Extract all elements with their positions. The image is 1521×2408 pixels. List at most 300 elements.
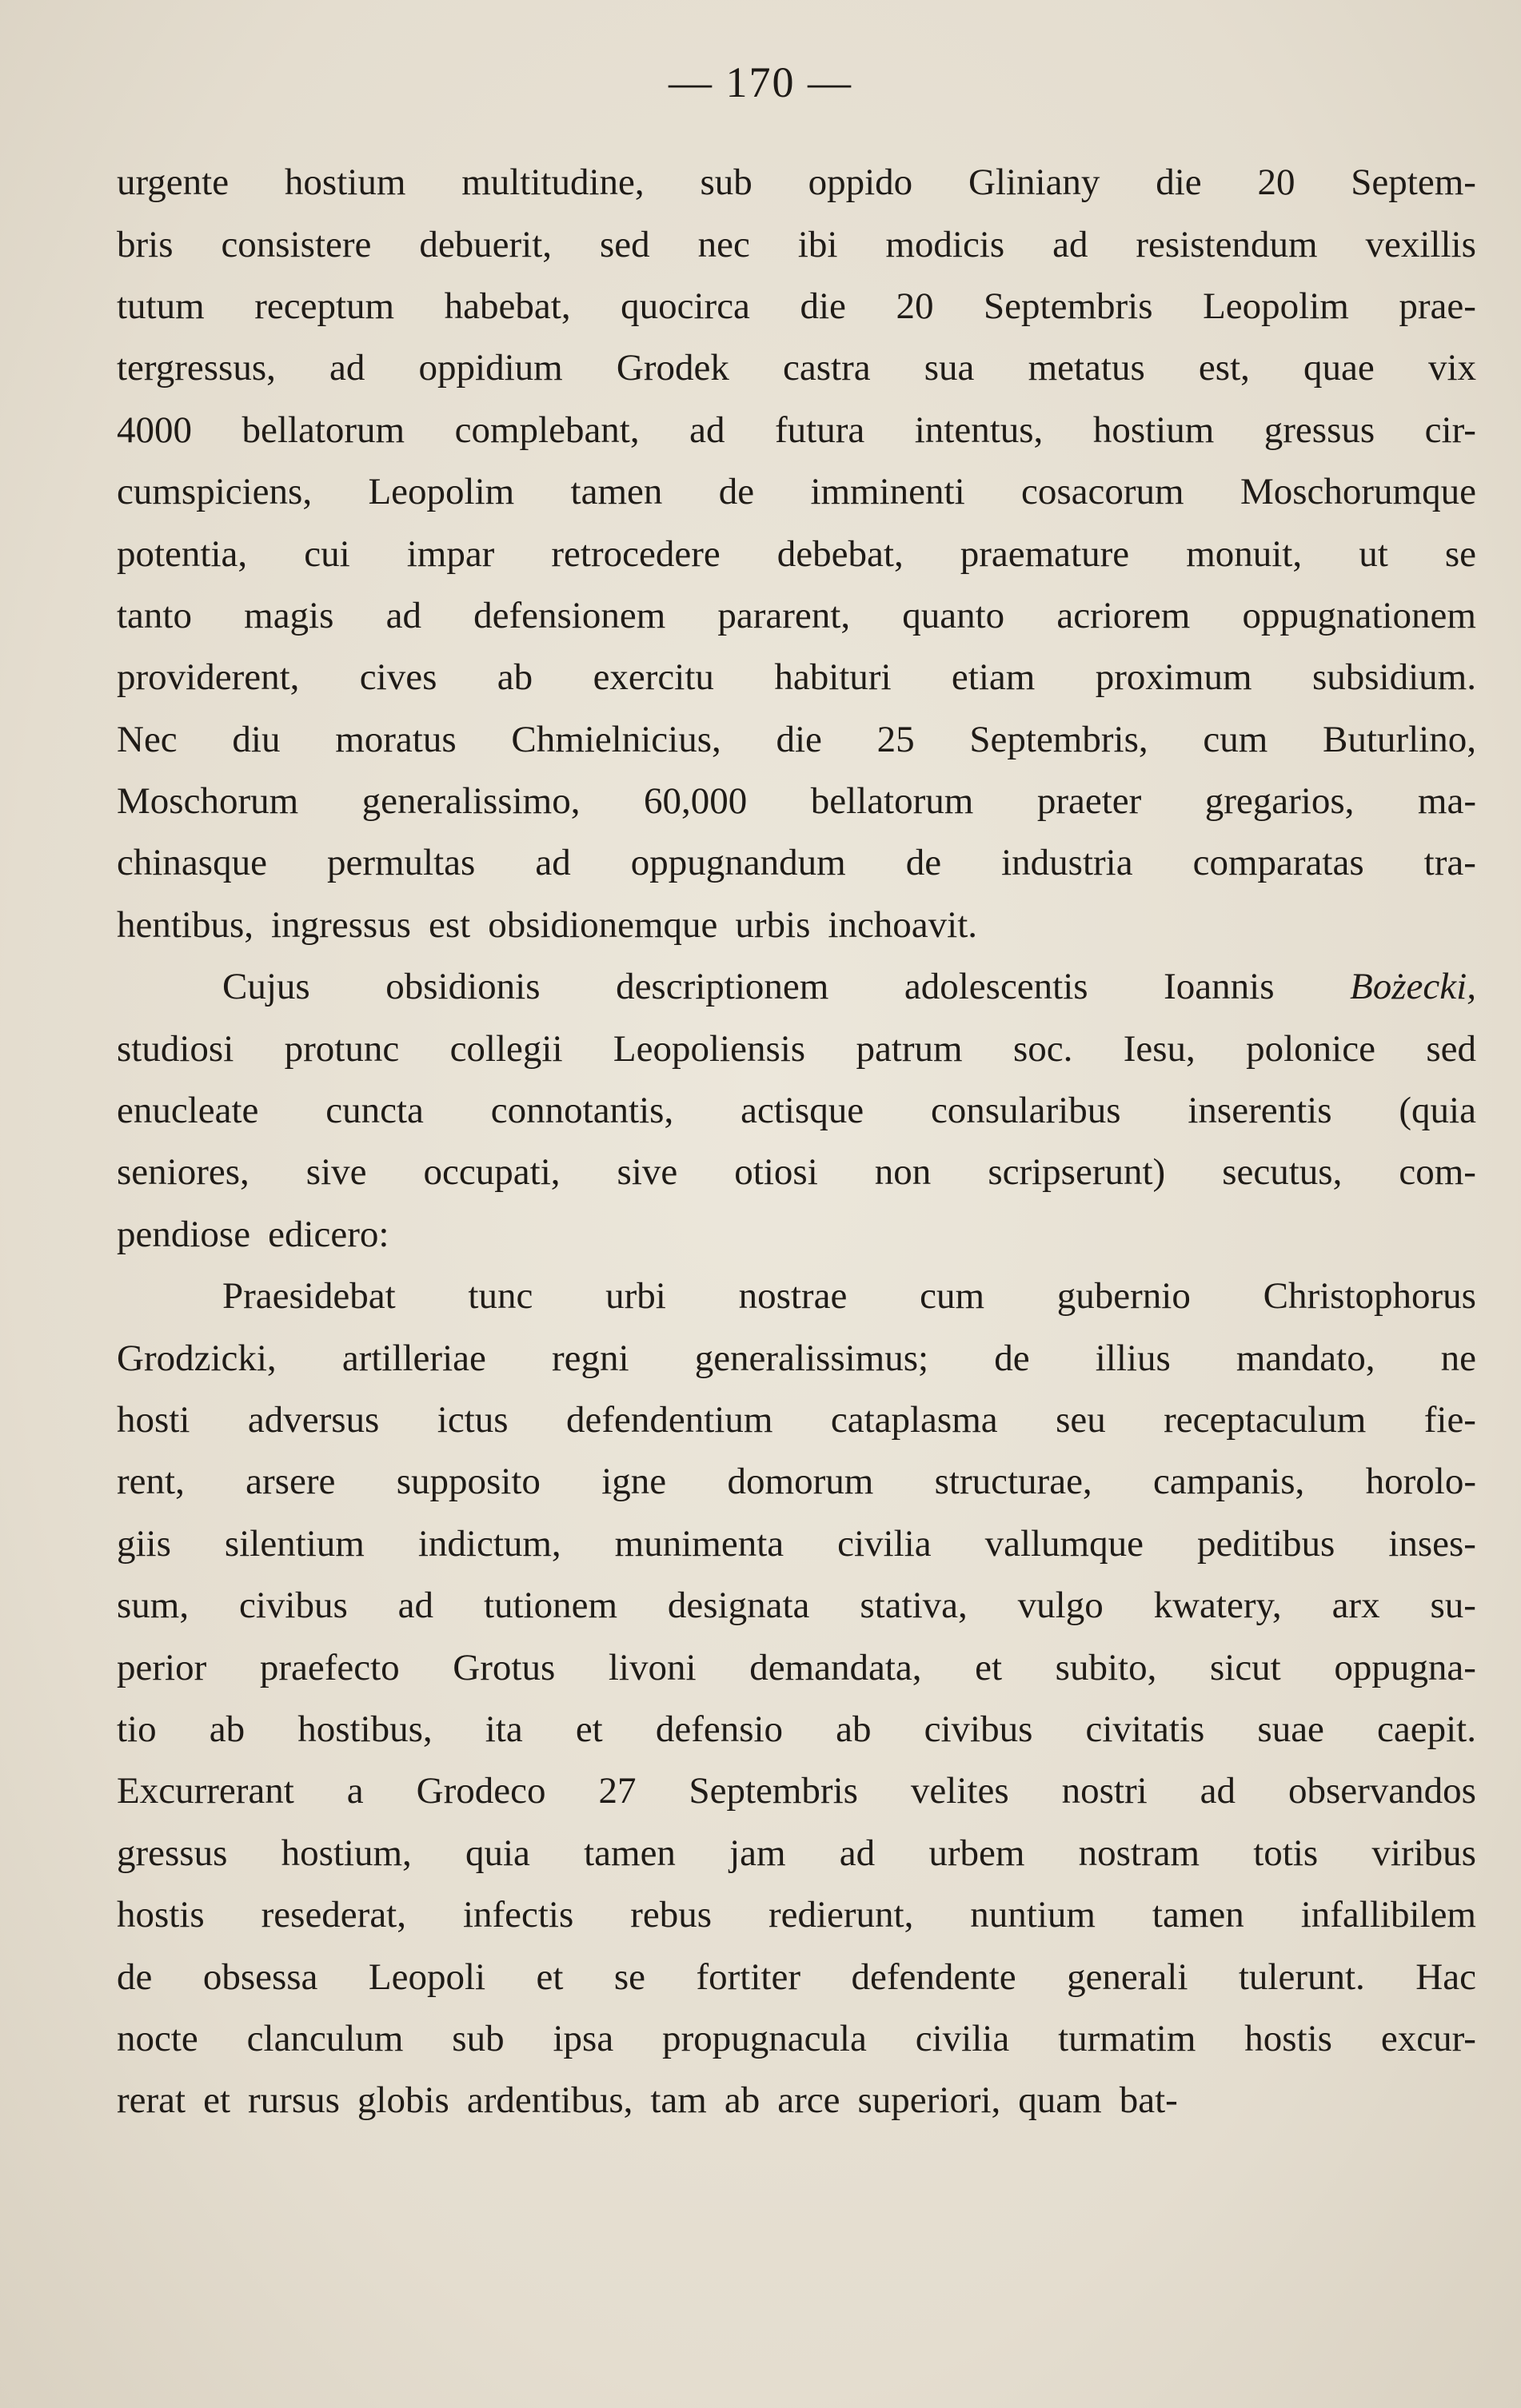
- word: ut: [1359, 532, 1388, 575]
- word: ab: [209, 1708, 246, 1750]
- word: Christophorus: [1263, 1275, 1476, 1318]
- word: su-: [1430, 1585, 1476, 1627]
- word: oppugna-: [1334, 1646, 1476, 1688]
- word: intentus,: [914, 409, 1044, 451]
- body-text: [117, 152, 1476, 2132]
- text-line: [117, 461, 1476, 523]
- text-line: [117, 1884, 1476, 1946]
- word: oppidium: [418, 347, 563, 389]
- word: silentium: [224, 1522, 365, 1565]
- word: providerent,: [117, 656, 300, 699]
- word: tutum: [117, 285, 205, 327]
- word: prae-: [1399, 285, 1476, 327]
- word: defendente: [851, 1956, 1016, 1998]
- word: adversus: [247, 1399, 380, 1441]
- word: domorum: [727, 1461, 874, 1503]
- word: protunc: [284, 1027, 400, 1070]
- word: acriorem: [1056, 594, 1191, 636]
- word: generali: [1067, 1956, 1188, 1998]
- word: complebant,: [454, 409, 640, 451]
- text-line: [117, 1823, 1476, 1884]
- word: hosti: [117, 1399, 190, 1441]
- word: redierunt,: [768, 1894, 914, 1936]
- word: rerat: [117, 2079, 186, 2122]
- text-line: [117, 1760, 1476, 1822]
- word: cum: [920, 1275, 984, 1318]
- word: quocirca: [621, 285, 750, 327]
- word: arsere: [246, 1461, 336, 1503]
- text-line: [117, 213, 1476, 275]
- word: patrum: [856, 1027, 963, 1070]
- word: actisque: [741, 1090, 864, 1132]
- word: vix: [1427, 347, 1476, 389]
- word: occupati,: [423, 1151, 561, 1194]
- word: peditibus: [1196, 1522, 1335, 1565]
- word: tamen: [584, 1832, 676, 1874]
- word: 60,000: [643, 780, 748, 823]
- word: nostrae: [738, 1275, 848, 1318]
- word: de: [905, 842, 942, 884]
- word: 20: [896, 285, 934, 327]
- word: consularibus: [930, 1090, 1121, 1132]
- word: Praesidebat: [222, 1275, 396, 1318]
- word: urbi: [605, 1275, 666, 1318]
- word: ad: [535, 842, 571, 884]
- word: tanto: [117, 594, 192, 636]
- word: adolescentis: [904, 966, 1088, 1008]
- word: scripserunt): [988, 1151, 1166, 1194]
- word: et: [575, 1708, 603, 1750]
- text-line: [117, 1142, 1476, 1203]
- text-line: [117, 585, 1476, 647]
- word: infallibilem: [1300, 1894, 1476, 1936]
- word: ad: [397, 1585, 434, 1627]
- word: bellatorum: [242, 409, 405, 451]
- word: Cujus: [222, 966, 310, 1008]
- word: vulgo: [1017, 1585, 1104, 1627]
- word: Septembris: [984, 285, 1153, 327]
- word: oppugnationem: [1242, 594, 1476, 636]
- word: structurae,: [934, 1461, 1092, 1503]
- word: turmatim: [1058, 2017, 1196, 2059]
- word: se: [1444, 532, 1476, 575]
- word: ad: [689, 409, 725, 451]
- word: velites: [910, 1770, 1009, 1812]
- word: debuerit,: [419, 223, 553, 265]
- paragraph: [117, 956, 1476, 1266]
- word: monuit,: [1186, 532, 1303, 575]
- word: tutionem: [483, 1585, 618, 1627]
- word: Septembris,: [969, 718, 1148, 760]
- word: civibus: [924, 1708, 1033, 1750]
- word: urbis: [735, 903, 811, 946]
- word: modicis: [885, 223, 1005, 265]
- page-number: — 170 —: [669, 58, 852, 106]
- text-line: [117, 1080, 1476, 1142]
- word: nostri: [1061, 1770, 1148, 1812]
- word: excur-: [1380, 2017, 1476, 2059]
- word: pararent,: [717, 594, 851, 636]
- word: vexillis: [1365, 223, 1476, 265]
- word: resistendum: [1136, 223, 1318, 265]
- word: Gliniany: [968, 161, 1100, 204]
- word: hostium: [1092, 409, 1215, 451]
- word: ardentibus,: [466, 2079, 633, 2122]
- word: (quia: [1399, 1090, 1476, 1132]
- word: nocte: [117, 2017, 198, 2059]
- word: clanculum: [246, 2017, 404, 2059]
- text-line: [117, 1451, 1476, 1513]
- text-line: [117, 1513, 1476, 1575]
- word: bris: [117, 223, 174, 265]
- word: defensio: [655, 1708, 784, 1750]
- word: suae: [1257, 1708, 1324, 1750]
- word: 20: [1257, 161, 1295, 204]
- word: Leopolim: [368, 471, 515, 513]
- word: oppido: [808, 161, 913, 204]
- word: rebus: [630, 1894, 713, 1936]
- word: tamen: [570, 471, 663, 513]
- word: ibi: [797, 223, 838, 265]
- word: kwatery,: [1153, 1585, 1282, 1627]
- word: gressus: [1264, 409, 1375, 451]
- word: defensionem: [473, 594, 666, 636]
- word: livoni: [608, 1646, 697, 1688]
- word: pendiose: [117, 1213, 251, 1255]
- text-line: [117, 1575, 1476, 1637]
- word: tamen: [1152, 1894, 1244, 1936]
- word: ne: [1440, 1337, 1476, 1379]
- word: comparatas: [1192, 842, 1364, 884]
- word: ab: [836, 1708, 872, 1750]
- word: ad: [1200, 1770, 1236, 1812]
- word: totis: [1253, 1832, 1319, 1874]
- word: Hac: [1415, 1956, 1476, 1998]
- word: tio: [117, 1708, 157, 1750]
- word: quia: [465, 1832, 530, 1874]
- word: ab: [497, 656, 533, 699]
- word: 27: [598, 1770, 637, 1812]
- word: rursus: [248, 2079, 340, 2122]
- word: receptum: [254, 285, 395, 327]
- word: fie-: [1423, 1399, 1476, 1441]
- word: edicero:: [268, 1213, 389, 1255]
- word: artilleriae: [341, 1337, 486, 1379]
- word: sed: [600, 223, 650, 265]
- word: horolo-: [1365, 1461, 1476, 1503]
- word: ad: [329, 347, 365, 389]
- text-line: [117, 337, 1476, 399]
- word: die: [1156, 161, 1202, 204]
- word: enucleate: [117, 1090, 259, 1132]
- text-line: [117, 1327, 1476, 1389]
- word: giis: [117, 1522, 171, 1565]
- word: nuntium: [970, 1894, 1096, 1936]
- word: non: [874, 1151, 932, 1194]
- word: tra-: [1423, 842, 1476, 884]
- word: cataplasma: [830, 1399, 998, 1441]
- text-line: [117, 709, 1476, 771]
- word: resederat,: [261, 1894, 406, 1936]
- word: rent,: [117, 1461, 185, 1503]
- word: Grodeco: [416, 1770, 546, 1812]
- word: sed: [1426, 1027, 1476, 1070]
- word: arx: [1331, 1585, 1380, 1627]
- word: cumspiciens,: [117, 471, 313, 513]
- word: tergressus,: [117, 347, 276, 389]
- word: etiam: [951, 656, 1036, 699]
- word: cosacorum: [1021, 471, 1184, 513]
- word: stativa,: [860, 1585, 968, 1627]
- word: habituri: [774, 656, 892, 699]
- word: Grodzicki,: [117, 1337, 277, 1379]
- text-line: [117, 1699, 1476, 1760]
- word: Bożecki,: [1350, 966, 1476, 1008]
- word: 4000: [117, 409, 192, 451]
- word: viribus: [1371, 1832, 1476, 1874]
- word: est: [428, 903, 471, 946]
- word: inserentis: [1188, 1090, 1332, 1132]
- word: collegii: [449, 1027, 563, 1070]
- word: ita: [485, 1708, 523, 1750]
- word: hostium: [284, 161, 406, 204]
- word: hentibus,: [117, 903, 254, 946]
- word: de: [718, 471, 755, 513]
- word: arce: [777, 2079, 840, 2122]
- text-line: [117, 1266, 1476, 1327]
- word: sub: [452, 2017, 505, 2059]
- word: hostibus,: [297, 1708, 433, 1750]
- word: regni: [551, 1337, 629, 1379]
- word: et: [536, 1956, 564, 1998]
- word: ad: [1052, 223, 1088, 265]
- word: cui: [304, 532, 350, 575]
- word: Buturlino,: [1323, 718, 1476, 760]
- text-line: [117, 647, 1476, 708]
- word: indictum,: [417, 1522, 561, 1565]
- word: Septem-: [1351, 161, 1476, 204]
- word: multitudine,: [461, 161, 645, 204]
- word: industria: [1001, 842, 1133, 884]
- word: chinasque: [117, 842, 267, 884]
- word: die: [776, 718, 822, 760]
- word: obsessa: [202, 1956, 318, 1998]
- word: bat-: [1119, 2079, 1178, 2122]
- word: com-: [1399, 1151, 1476, 1194]
- word: civitatis: [1085, 1708, 1205, 1750]
- word: Grodek: [616, 347, 729, 389]
- word: obsidionemque: [488, 903, 718, 946]
- word: et: [975, 1646, 1003, 1688]
- word: bellatorum: [810, 780, 974, 823]
- word: munimenta: [614, 1522, 784, 1565]
- word: cuncta: [325, 1090, 424, 1132]
- word: illius: [1095, 1337, 1171, 1379]
- word: ipsa: [553, 2017, 614, 2059]
- word: seu: [1056, 1399, 1106, 1441]
- word: Iesu,: [1123, 1027, 1196, 1070]
- word: designata: [667, 1585, 810, 1627]
- word: Grotus: [453, 1646, 556, 1688]
- word: inses-: [1388, 1522, 1476, 1565]
- text-line: [117, 771, 1476, 832]
- word: sub: [700, 161, 753, 204]
- word: sive: [617, 1151, 678, 1194]
- text-line: [117, 400, 1476, 461]
- word: gregarios,: [1204, 780, 1355, 823]
- word: Leopoli: [368, 1956, 486, 1998]
- text-line: [117, 1637, 1476, 1698]
- word: quam: [1018, 2079, 1102, 2122]
- word: gubernio: [1056, 1275, 1191, 1318]
- word: nec: [697, 223, 750, 265]
- word: propugnacula: [662, 2017, 867, 2059]
- word: tulerunt.: [1238, 1956, 1365, 1998]
- word: supposito: [396, 1461, 541, 1503]
- word: infectis: [462, 1894, 574, 1936]
- text-line: [117, 956, 1476, 1018]
- word: hostium,: [281, 1832, 412, 1874]
- word: sum,: [117, 1585, 190, 1627]
- word: Ioannis: [1164, 966, 1275, 1008]
- word: receptaculum: [1164, 1399, 1367, 1441]
- text-line: [117, 895, 1476, 956]
- word: polonice: [1246, 1027, 1375, 1070]
- word: cum: [1203, 718, 1268, 760]
- word: ab: [724, 2079, 760, 2122]
- word: retrocedere: [551, 532, 721, 575]
- word: civilia: [837, 1522, 932, 1565]
- word: Moschorumque: [1240, 471, 1476, 513]
- text-line: [117, 832, 1476, 894]
- word: campanis,: [1153, 1461, 1305, 1503]
- word: jam: [729, 1832, 786, 1874]
- word: Excurrerant: [117, 1770, 294, 1812]
- word: ingressus: [271, 903, 411, 946]
- text-line: [117, 2070, 1476, 2131]
- word: castra: [783, 347, 871, 389]
- paragraph: [117, 1266, 1476, 2131]
- word: ad: [385, 594, 421, 636]
- word: hostis: [1244, 2017, 1332, 2059]
- word: die: [800, 285, 846, 327]
- word: Septembris: [689, 1770, 858, 1812]
- word: imminenti: [810, 471, 965, 513]
- word: 25: [876, 718, 915, 760]
- word: praeter: [1036, 780, 1142, 823]
- word: connotantis,: [490, 1090, 674, 1132]
- word: igne: [601, 1461, 667, 1503]
- word: observandos: [1288, 1770, 1476, 1812]
- word: exercitu: [593, 656, 714, 699]
- word: est,: [1198, 347, 1250, 389]
- word: superiori,: [857, 2079, 1001, 2122]
- word: civilia: [915, 2017, 1010, 2059]
- word: ictus: [437, 1399, 509, 1441]
- word: fortiter: [696, 1956, 800, 1998]
- word: praefecto: [259, 1646, 400, 1688]
- word: oppugnandum: [630, 842, 846, 884]
- word: a: [346, 1770, 364, 1812]
- word: vallumque: [984, 1522, 1144, 1565]
- word: inchoavit.: [828, 903, 978, 946]
- word: generalissimo,: [361, 780, 581, 823]
- word: seniores,: [117, 1151, 250, 1194]
- word: descriptionem: [616, 966, 829, 1008]
- word: urbem: [928, 1832, 1025, 1874]
- word: gressus: [117, 1832, 228, 1874]
- word: moratus: [335, 718, 457, 760]
- word: perior: [117, 1646, 207, 1688]
- text-line: [117, 1389, 1476, 1451]
- word: subsidium.: [1311, 656, 1476, 699]
- word: demandata,: [749, 1646, 922, 1688]
- word: quanto: [902, 594, 1005, 636]
- word: diu: [232, 718, 281, 760]
- word: mandato,: [1236, 1337, 1375, 1379]
- word: tam: [650, 2079, 707, 2122]
- word: cir-: [1424, 409, 1476, 451]
- word: et: [203, 2079, 231, 2122]
- word: generalissimus;: [694, 1337, 929, 1379]
- word: futura: [775, 409, 865, 451]
- word: magis: [244, 594, 334, 636]
- text-line: [117, 1946, 1476, 2007]
- word: soc.: [1012, 1027, 1073, 1070]
- text-line: [117, 2008, 1476, 2070]
- text-line: [117, 523, 1476, 584]
- word: quae: [1303, 347, 1375, 389]
- word: hostis: [117, 1894, 205, 1936]
- word: impar: [406, 532, 495, 575]
- word: permultas: [326, 842, 476, 884]
- word: tunc: [468, 1275, 533, 1318]
- text-line: [117, 152, 1476, 213]
- word: secutus,: [1222, 1151, 1343, 1194]
- text-line: [117, 1018, 1476, 1079]
- word: debebat,: [776, 532, 904, 575]
- word: habebat,: [444, 285, 571, 327]
- paragraph: [117, 152, 1476, 956]
- word: ma-: [1417, 780, 1476, 823]
- word: se: [613, 1956, 646, 1998]
- word: urgente: [117, 161, 230, 204]
- word: cives: [359, 656, 437, 699]
- word: de: [117, 1956, 153, 1998]
- word: Chmielnicius,: [511, 718, 721, 760]
- word: otiosi: [734, 1151, 818, 1194]
- word: obsidionis: [385, 966, 541, 1008]
- word: praemature: [960, 532, 1130, 575]
- word: proximum: [1095, 656, 1252, 699]
- word: defendentium: [565, 1399, 773, 1441]
- word: metatus: [1028, 347, 1145, 389]
- word: civibus: [239, 1585, 348, 1627]
- text-line: [117, 1204, 1476, 1266]
- word: Nec: [117, 718, 178, 760]
- word: potentia,: [117, 532, 248, 575]
- word: consistere: [221, 223, 372, 265]
- word: Leopoliensis: [613, 1027, 806, 1070]
- word: ad: [839, 1832, 876, 1874]
- word: de: [994, 1337, 1030, 1379]
- word: Moschorum: [117, 780, 299, 823]
- word: sua: [924, 347, 975, 389]
- word: studiosi: [117, 1027, 234, 1070]
- word: nostram: [1078, 1832, 1200, 1874]
- word: subito,: [1055, 1646, 1157, 1688]
- word: globis: [357, 2079, 449, 2122]
